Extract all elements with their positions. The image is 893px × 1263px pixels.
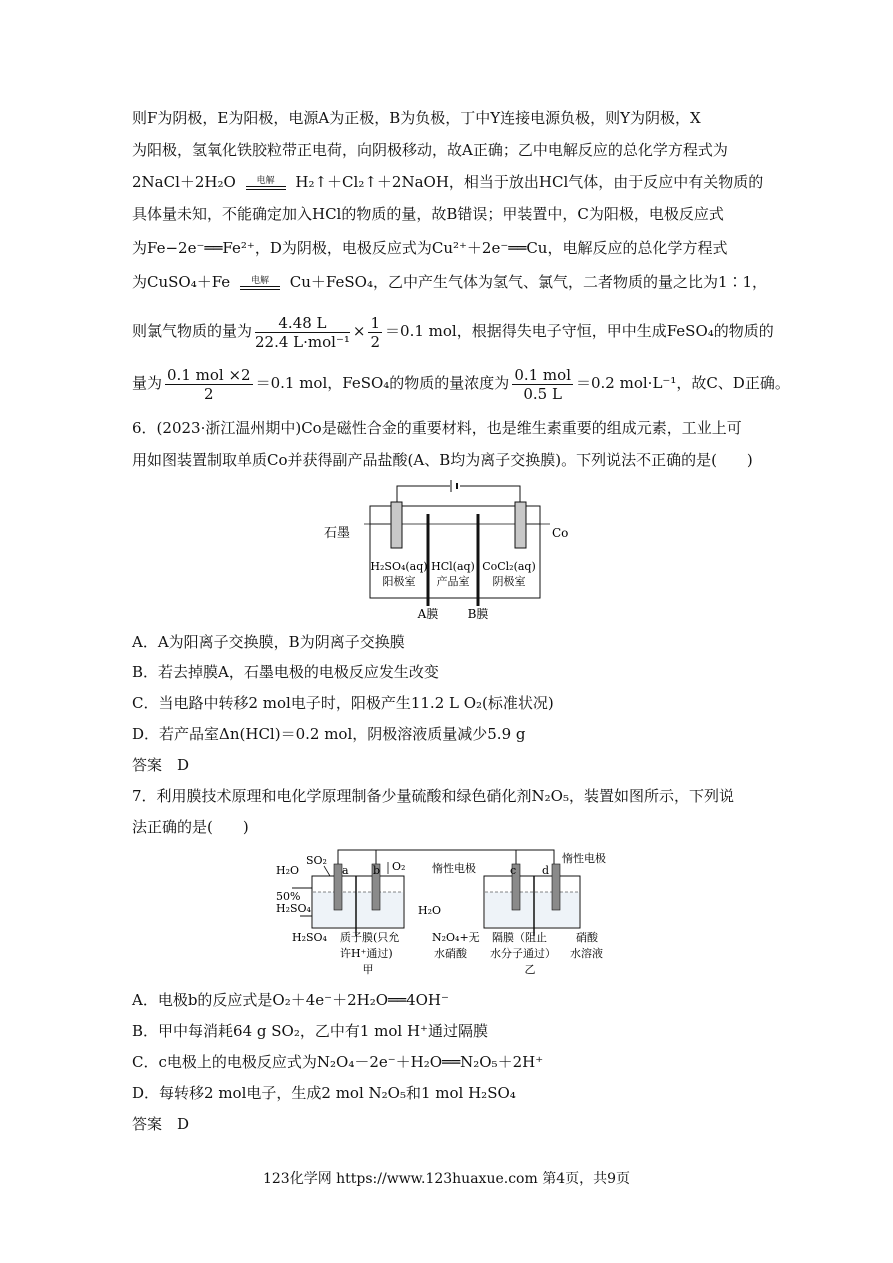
cathode-chamber-solution: CoCl₂(aq) bbox=[482, 560, 536, 573]
times-sign: × bbox=[352, 322, 366, 340]
label-membrane-a: A膜 bbox=[417, 607, 439, 621]
label-separator-2: 水分子通过） bbox=[490, 947, 556, 960]
q7-stem-2: 法正确的是( ) bbox=[132, 818, 249, 836]
text-concentration: ＝0.1 mol，FeSO₄的物质的量浓度为 bbox=[255, 374, 510, 392]
anode-chamber-solution: H₂SO₄(aq) bbox=[370, 560, 428, 573]
q6-stem-1: 6．(2023·浙江温州期中)Co是磁性合金的重要材料，也是维生素重要的组成元素，工业上可 bbox=[132, 419, 742, 437]
label-inert-electrode-2: 惰性电极 bbox=[562, 852, 606, 865]
label-proton-membrane-1: 质子膜(只允 bbox=[340, 931, 400, 944]
label-yi: 乙 bbox=[524, 963, 536, 976]
fraction-4: $\frac{\text{0.1 mol}}{0.5 L}$ bbox=[514, 365, 571, 403]
q6-electrolysis-figure bbox=[320, 478, 580, 623]
equation2-products: Cu＋FeSO₄，乙中产生气体为氢气、氯气，二者物质的量之比为1∶1， bbox=[289, 273, 768, 291]
q7-answer: 答案 D bbox=[132, 1115, 190, 1133]
label-nitric-acid-1: 硝酸 bbox=[576, 931, 598, 944]
label-jia: 甲 bbox=[362, 963, 374, 976]
graphite-electrode bbox=[391, 502, 402, 548]
label-n2o4-2: 水硝酸 bbox=[434, 947, 467, 960]
text-conclusion: ＝0.2 mol·L⁻¹，故C、D正确。 bbox=[576, 374, 790, 392]
fraction-2: $\frac{1}{2}$ bbox=[370, 313, 381, 351]
q7-option-a: A．电极b的反应式是O₂＋4e⁻＋2H₂O══4OH⁻ bbox=[132, 991, 449, 1009]
solution-line-1: 则F为阴极，E为阳极，电源A为正极，B为负极，丁中Y连接电源负极，则Y为阴极，X bbox=[132, 109, 701, 127]
electrolysis-arrow-2: 电解 bbox=[240, 276, 280, 290]
solution-line-2: 为阳极，氢氧化铁胶粒带正电荷，向阴极移动，故A正确；乙中电解反应的总化学方程式为 bbox=[132, 141, 728, 159]
label-b: b bbox=[373, 864, 381, 877]
label-inert-electrode-1: 惰性电极 bbox=[432, 862, 476, 875]
product-chamber-label: 产品室 bbox=[436, 575, 470, 588]
q7-membrane-electrolysis-figure bbox=[272, 846, 622, 981]
product-chamber-solution: HCl(aq) bbox=[431, 560, 475, 573]
label-n2o4-1: N₂O₄+无 bbox=[432, 931, 480, 944]
text-amount: 量为 bbox=[132, 374, 163, 392]
solution-line-6 bbox=[132, 272, 767, 292]
label-co: Co bbox=[552, 526, 569, 540]
equation-products: H₂↑＋Cl₂↑＋2NaOH，相当于放出HCl气体，由于反应中有关物质的 bbox=[295, 173, 764, 191]
text-chlorine-amount: 则氯气物质的量为 bbox=[132, 322, 253, 340]
solution-line-4: 具体量未知，不能确定加入HCl的物质的量，故B错误；甲装置中，C为阳极，电极反应式 bbox=[132, 205, 724, 223]
q7-stem-1: 7．利用膜技术原理和电化学原理制备少量硫酸和绿色硝化剂N₂O₅，装置如图所示，下列说 bbox=[132, 787, 734, 805]
label-o2: O₂ bbox=[392, 860, 406, 873]
equation2-reactants: 为CuSO₄＋Fe bbox=[132, 273, 231, 291]
battery-icon bbox=[451, 480, 457, 492]
cathode-chamber-label: 阴极室 bbox=[492, 575, 526, 588]
q6-stem-2: 用如图装置制取单质Co并获得副产品盐酸(A、B均为离子交换膜)。下列说法不正确的是( ) bbox=[132, 451, 753, 469]
text-electron-conservation: ＝0.1 mol，根据得失电子守恒，甲中生成FeSO₄的物质的 bbox=[385, 322, 774, 340]
label-d: d bbox=[542, 864, 550, 877]
q6-option-c: C．当电路中转移2 mol电子时，阳极产生11.2 L O₂(标准状况) bbox=[132, 694, 554, 712]
solution-line-3 bbox=[132, 172, 763, 192]
q6-answer: 答案 D bbox=[132, 756, 190, 774]
co-electrode bbox=[515, 502, 526, 548]
solution-line-8 bbox=[132, 364, 790, 403]
equation-reactants: 2NaCl＋2H₂O bbox=[132, 173, 236, 191]
fraction-1: $\frac{4.48 L}{\text{22.4 L·mol⁻¹}}$ bbox=[255, 313, 350, 351]
wire-right bbox=[460, 486, 520, 506]
label-h2o-in: H₂O bbox=[276, 864, 300, 877]
electrolysis-arrow: 电解 bbox=[246, 176, 286, 190]
wire-left bbox=[397, 486, 450, 506]
label-a: a bbox=[342, 864, 349, 877]
q7-option-d: D．每转移2 mol电子，生成2 mol N₂O₅和1 mol H₂SO₄ bbox=[132, 1084, 516, 1102]
label-h2so4-out: H₂SO₄ bbox=[292, 931, 327, 944]
label-50-percent: 50% bbox=[276, 890, 301, 903]
label-nitric-acid-2: 水溶液 bbox=[570, 947, 603, 960]
fraction-3: $\frac{\text{0.1 mol ×2}}{2}$ bbox=[167, 365, 251, 403]
label-c: c bbox=[510, 864, 517, 877]
q7-option-b: B．甲中每消耗64 g SO₂，乙中有1 mol H⁺通过隔膜 bbox=[132, 1022, 488, 1040]
so2-arrow bbox=[324, 866, 330, 876]
label-proton-membrane-2: 许H⁺通过) bbox=[340, 947, 393, 960]
label-h2o-out: H₂O bbox=[418, 904, 442, 917]
label-graphite: 石墨 bbox=[324, 526, 351, 541]
solution-line-5: 为Fe−2e⁻══Fe²⁺，D为阴极，电极反应式为Cu²⁺＋2e⁻══Cu，电解反应的总化学方程式 bbox=[132, 239, 728, 257]
page-footer: 123化学网 https://www.123huaxue.com 第4页，共9页 bbox=[262, 1171, 631, 1187]
label-separator-1: 隔膜（阻止 bbox=[492, 931, 547, 944]
q6-option-a: A．A为阳离子交换膜，B为阴离子交换膜 bbox=[132, 633, 405, 651]
q7-option-c: C．c电极上的电极反应式为N₂O₄－2e⁻＋H₂O══N₂O₅＋2H⁺ bbox=[132, 1053, 544, 1071]
label-h2so4-50: H₂SO₄ bbox=[276, 902, 311, 915]
q6-option-b: B．若去掉膜A，石墨电极的电极反应发生改变 bbox=[132, 663, 439, 681]
anode-chamber-label: 阳极室 bbox=[382, 575, 416, 588]
solution-line-7 bbox=[132, 312, 774, 351]
label-so2: SO₂ bbox=[306, 854, 327, 867]
q6-option-d: D．若产品室Δn(HCl)＝0.2 mol，阴极溶液质量减少5.9 g bbox=[132, 725, 526, 743]
label-membrane-b: B膜 bbox=[467, 607, 489, 621]
